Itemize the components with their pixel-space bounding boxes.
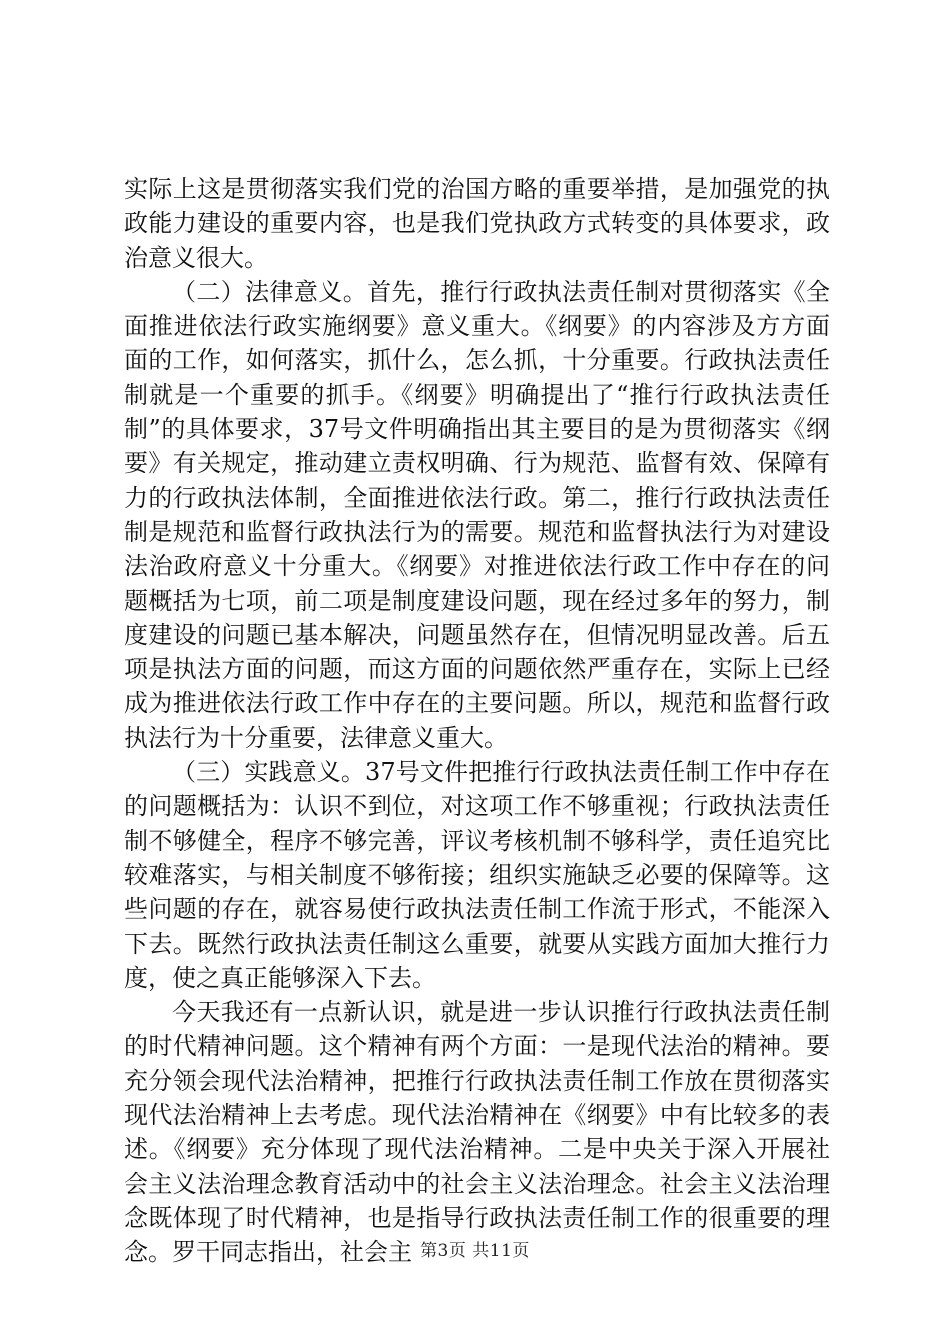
- document-body: [124, 172, 830, 1270]
- paragraph-legal-significance: （二）法律意义。首先，推行行政执法责任制对贯彻落实《全面推进依法行政实施纲要》意义重大。《纲要》的内容涉及方方面面的工作，如何落实，抓什么，怎么抓，十分重要。行政执法责任制就是一个重要的抓手。《纲要》明确提出了“推行行政执法责任制”的具体要求，37号文件明确指出其主要目的是为贯彻落实《纲要》有关规定，推动建立责权明确、行为规范、监督有效、保障有力的行政执法体制，全面推进依法行政。第二，推行行政执法责任制是规范和监督行政执法行为的需要。规范和监督执法行为对建设法治政府意义十分重大。《纲要》对推进依法行政工作中存在的问题概括为七项，前二项是制度建设问题，现在经过多年的努力，制度建设的问题已基本解决，问题虽然存在，但情况明显改善。后五项是执法方面的问题，而这方面的问题依然严重存在，实际上已经成为推进依法行政工作中存在的主要问题。所以，规范和监督行政执法行为十分重要，法律意义重大。: [124, 277, 830, 752]
- page-footer: 第3页 共11页: [420, 1241, 530, 1261]
- paragraph-spirit-of-times: 今天我还有一点新认识，就是进一步认识推行行政执法责任制的时代精神问题。这个精神有两个方面：一是现代法治的精神。要充分领会现代法治精神，把推行行政执法责任制工作放在贯彻落实现代法治精神上去考虑。现代法治精神在《纲要》中有比较多的表述。《纲要》充分体现了现代法治精神。二是中央关于深入开展社会主义法治理念教育活动中的社会主义法治理念。社会主义法治理念既体现了时代精神，也是指导行政执法责任制工作的很重要的理念。罗干同志指出，社会主: [124, 998, 830, 1267]
- paragraph-practical-significance: （三）实践意义。37号文件把推行行政执法责任制工作中存在的问题概括为：认识不到位，对这项工作不够重视；行政执法责任制不够健全，程序不够完善，评议考核机制不够科学，责任追究比较难落实，与相关制度不够衔接；组织实施缺乏必要的保障等。这些问题的存在，就容易使行政执法责任制工作流于形式，不能深入下去。既然行政执法责任制这么重要，就要从实践方面加大推行力度，使之真正能够深入下去。: [124, 758, 830, 992]
- paragraph-continuation: 实际上这是贯彻落实我们党的治国方略的重要举措，是加强党的执政能力建设的重要内容，也是我们党执政方式转变的具体要求，政治意义很大。: [124, 175, 830, 272]
